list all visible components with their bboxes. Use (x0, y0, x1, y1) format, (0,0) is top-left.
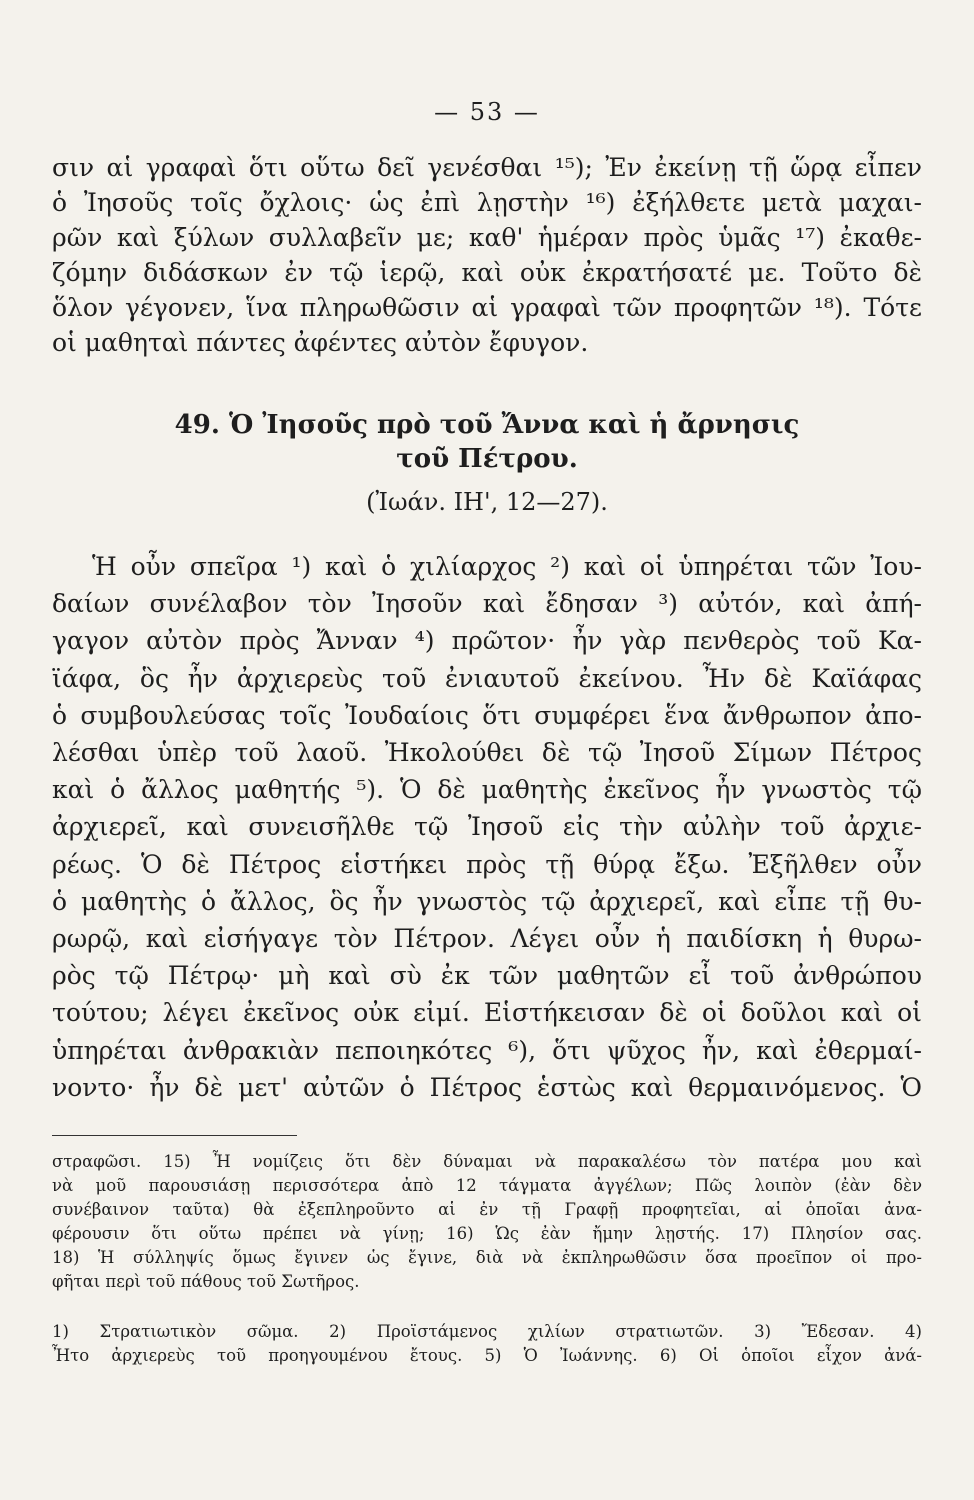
text-line: ὁ Ἰησοῦς τοῖς ὄχλοις· ὡς ἐπὶ λῃστὴν ¹⁶) ἐξήλθετε μετὰ μαχαι- (52, 188, 922, 217)
text-line: ρέως. Ὁ δὲ Πέτρος εἱστήκει πρὸς τῇ θύρᾳ ἔξω. Ἐξῆλθεν οὖν (52, 849, 922, 879)
footnote-line: 1) Στρατιωτικὸν σῶμα. 2) Προϊστάμενος χιλίων στρατιωτῶν. 3) Ἔδεσαν. 4) (52, 1322, 922, 1341)
page-number: — 53 — (434, 98, 540, 126)
footnote-line: φέρουσιν ὅτι οὕτω πρέπει νὰ γίνῃ; 16) Ὡς ἐὰν ἤμην λῃστής. 17) Πλησίον σας. (52, 1224, 922, 1243)
text-line: λέσθαι ὑπὲρ τοῦ λαοῦ. Ἠκολούθει δὲ τῷ Ἰησοῦ Σίμων Πέτρος (52, 738, 922, 768)
text-line: δαίων συνέλαβον τὸν Ἰησοῦν καὶ ἔδησαν ³) αὐτόν, καὶ ἀπή- (52, 589, 922, 619)
section-heading-line: τοῦ Πέτρου. (396, 444, 578, 474)
section-heading (52, 408, 922, 476)
text-line: ἀρχιερεῖ, καὶ συνεισῆλθε τῷ Ἰησοῦ εἰς τὴν αὐλὴν τοῦ ἀρχιε- (52, 812, 922, 842)
top-paragraph (52, 150, 922, 360)
text-line: γαγον αὐτὸν πρὸς Ἄνναν ⁴) πρῶτον· ἦν γὰρ πενθερὸς τοῦ Κα- (52, 626, 922, 656)
footnote-line: συνέβαινον ταῦτα) θὰ ἐξεπληροῦντο αἱ ἐν τῇ Γραφῇ προφητεῖαι, αἱ ὁποῖαι ἀνα- (52, 1200, 922, 1219)
footnote-line: 18) Ἡ σύλληψίς ὅμως ἔγινεν ὡς ἔγινε, διὰ νὰ ἐκπληρωθῶσιν ὅσα προεῖπον οἱ προ- (52, 1248, 922, 1267)
text-line: οἱ μαθηταὶ πάντες ἀφέντες αὐτὸν ἔφυγον. (52, 328, 589, 357)
text-line: τούτου; λέγει ἐκεῖνος οὐκ εἰμί. Εἱστήκεισαν δὲ οἱ δοῦλοι καὶ οἱ (52, 998, 922, 1028)
footnotes-continued (52, 1150, 922, 1294)
scripture-reference: (Ἰωάν. ΙΗ', 12—27). (366, 488, 608, 516)
text-line: ρὸς τῷ Πέτρῳ· μὴ καὶ σὺ ἐκ τῶν μαθητῶν εἶ τοῦ ἀνθρώπου (52, 961, 922, 991)
footnote-divider (52, 1135, 297, 1136)
text-line: σιν αἱ γραφαὶ ὅτι οὕτω δεῖ γενέσθαι ¹⁵); Ἐν ἐκείνῃ τῇ ὥρᾳ εἶπεν (52, 153, 922, 182)
text-line: ϊάφα, ὃς ἦν ἀρχιερεὺς τοῦ ἐνιαυτοῦ ἐκείνου. Ἦν δὲ Καϊάφας (52, 663, 922, 693)
section-heading-line: 49. Ὁ Ἰησοῦς πρὸ τοῦ Ἄννα καὶ ἡ ἄρνησις (174, 410, 800, 440)
text-line: ὁ μαθητὴς ὁ ἄλλος, ὃς ἦν γνωστὸς τῷ ἀρχιερεῖ, καὶ εἶπε τῇ θυ- (52, 886, 922, 916)
text-line: ρῶν καὶ ξύλων συλλαβεῖν με; καθ' ἡμέραν πρὸς ὑμᾶς ¹⁷) ἐκαθε- (52, 223, 922, 252)
text-line: καὶ ὁ ἄλλος μαθητής ⁵). Ὁ δὲ μαθητὴς ἐκεῖνος ἦν γνωστὸς τῷ (52, 775, 922, 805)
text-line: ὑπηρέται ἀνθρακιὰν πεποιηκότες ⁶), ὅτι ψῦχος ἦν, καὶ ἐθερμαί- (52, 1035, 922, 1065)
footnote-line: Ἦτο ἀρχιερεὺς τοῦ προηγουμένου ἔτους. 5) Ὁ Ἰωάννης. 6) Οἱ ὁποῖοι εἶχον ἀνά- (52, 1346, 922, 1365)
text-line: ὁ συμβουλεύσας τοῖς Ἰουδαίοις ὅτι συμφέρει ἕνα ἄνθρωπον ἀπο- (52, 700, 922, 730)
text-line: Ἡ οὖν σπεῖρα ¹) καὶ ὁ χιλίαρχος ²) καὶ οἱ ὑπηρέται τῶν Ἰου- (92, 552, 922, 581)
text-line: ζόμην διδάσκων ἐν τῷ ἱερῷ, καὶ οὐκ ἐκρατήσατέ με. Τοῦτο δὲ (52, 258, 922, 287)
footnote-line: φῆται περὶ τοῦ πάθους τοῦ Σωτῆρος. (52, 1272, 360, 1291)
text-line: ὅλον γέγονεν, ἵνα πληρωθῶσιν αἱ γραφαὶ τῶν προφητῶν ¹⁸). Τότε (52, 293, 922, 322)
footnote-line: στραφῶσι. 15) Ἦ νομίζεις ὅτι δὲν δύναμαι νὰ παρακαλέσω τὸν πατέρα μου καὶ (52, 1152, 922, 1171)
main-paragraph (52, 548, 922, 1106)
footnotes-new (52, 1320, 922, 1368)
footnote-line: νὰ μοῦ παρουσιάσῃ περισσότερα ἀπὸ 12 τάγματα ἀγγέλων; Πῶς λοιπὸν (ἐὰν δὲν (52, 1176, 922, 1195)
text-line: νοντο· ἦν δὲ μετ' αὐτῶν ὁ Πέτρος ἑστὼς καὶ θερμαινόμενος. Ὁ (52, 1072, 922, 1102)
text-line: ρωρῷ, καὶ εἰσήγαγε τὸν Πέτρον. Λέγει οὖν ἡ παιδίσκη ἡ θυρω- (52, 924, 922, 954)
